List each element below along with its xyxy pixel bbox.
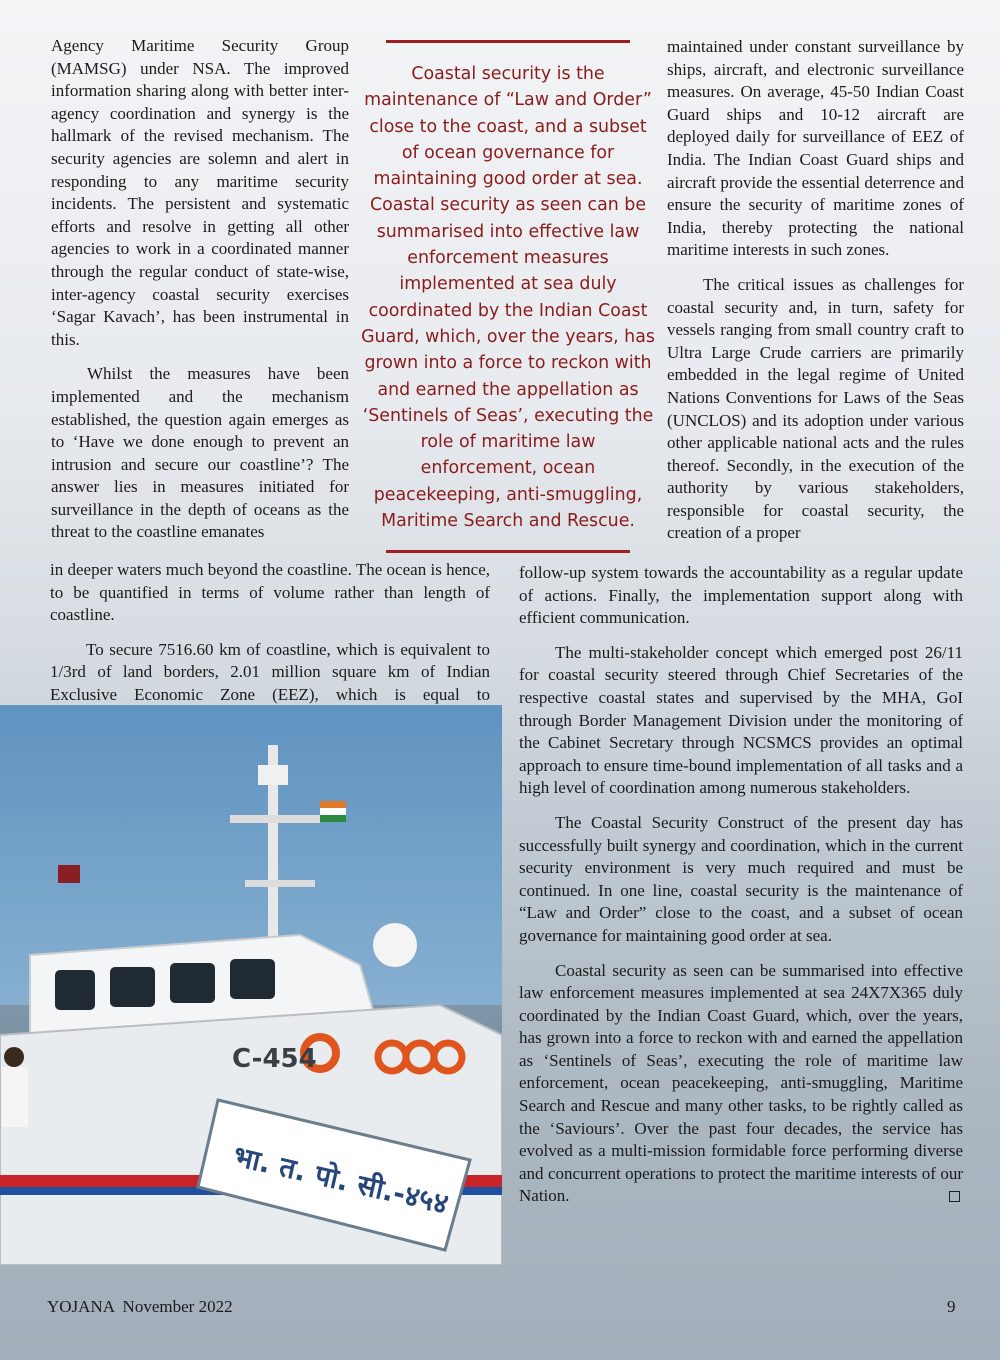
footer-page-number: 9 xyxy=(947,1297,956,1316)
coast-guard-ship-photo xyxy=(0,705,502,1265)
paragraph-text: Coastal security as seen can be summarised into effective law enforcement measures implemented at sea 24X7X365 duly coordinated by the Indian Coast Guard, which, over the years, has grown into a force to reckon with and earned the appellation as ‘Sentinels of Seas’, executing the role of maritime law enforcement, ocean peacekeeping, anti-smuggling, Maritime Search and Rescue and many other tasks, to be rightly called as the ‘Saviours’. Over the past four decades, the service has evolved as a multi-mission formidable force performing diverse and concurrent operations to protect the maritime interests of our Nation. xyxy=(519,960,963,1206)
pull-quote-bottom-rule xyxy=(386,550,630,553)
hull-number-text: C-454 xyxy=(232,1044,317,1074)
paragraph: follow-up system towards the accountability as a regular update of actions. Finally, the implementation support along with efficient communication. xyxy=(519,563,963,628)
paragraph: The Coastal Security Construct of the present day has successfully built synergy and coordination, which in the current security environment is very much required and must be continued. In one line, coastal security is the maintenance of “Law and Order” close to the coast, and a subset of ocean governance for maintaining good order at sea. xyxy=(519,812,963,945)
article-column-right-lower xyxy=(519,562,963,1220)
article-column-left xyxy=(51,35,349,556)
pull-quote xyxy=(360,40,656,553)
paragraph: The critical issues as challenges for coastal security and, in turn, safety for vessels ranging from small country craft to Ultra Large Crude carriers are primarily embedded in the legal regime of United Nations Conventions for Laws of the Seas (UNCLOS) and its adoption under various other applicable national acts and the rules thereof. Secondly, in the execution of the authority by various stakeholders, responsible for coastal security, the creation of a proper xyxy=(667,274,964,543)
paragraph: To secure 7516.60 km of coastline, which is equivalent to 1/3rd of land borders, 2.01 million square km of Indian Exclusive Economic Zone (EEZ), which is equal to xyxy=(50,639,490,704)
paragraph: maintained under constant surveillance by ships, aircraft, and electronic surveillance measures. On average, 45-50 Indian Coast Guard ships and 10-12 aircraft are deployed daily for surveillance of EEZ of India. The Indian Coast Guard ships and aircraft provide the essential deterrence and ensure the security of maritime zones of India, thereby protecting the national maritime interests in such zones. xyxy=(667,37,964,260)
paragraph: in deeper waters much beyond the coastline. The ocean is hence, to be quantified in terms of volume rather than length of coastline. xyxy=(50,560,490,625)
end-of-article-mark xyxy=(949,1191,960,1202)
paragraph: The multi-stakeholder concept which emerged post 26/11 for coastal security steered through Chief Secretaries of the respective coastal states and supervised by the MHA, GoI through Border Management Division under the monitoring of the Cabinet Secretary through NCSMCS provides an optimal approach to ensure time-bound implementation of all tasks and a high level of coordination among numerous stakeholders. xyxy=(519,642,963,798)
pull-quote-text: Coastal security is the maintenance of “Law and Order” close to the coast, and a subset of ocean governance for maintaining good order at sea. Coastal security as seen can be summarised into effective law enforcement measures implemented at sea duly coordinated by the Indian Coast Guard, which, over the years, has grown into a force to reckon with and earned the appellation as ‘Sentinels of Seas’, executing the role of maritime law enforcement, ocean peacekeeping, anti-smuggling, Maritime Search and Rescue. xyxy=(361,64,655,532)
article-column-right xyxy=(667,36,964,557)
paragraph: Whilst the measures have been implemented and the mechanism established, the question again emerges as to ‘Have we done enough to prevent an intrusion and secure our coastline’? The answer lies in measures initiated for surveillance in the depth of oceans as the threat to the coastline emanates xyxy=(51,364,349,542)
footer-publication: YOJANA November 2022 xyxy=(47,1297,233,1316)
paragraph: Agency Maritime Security Group (MAMSG) under NSA. The improved information sharing along with better inter-agency coordination and synergy is the hallmark of the revised mechanism. The security agencies are solemn and alert in responding to any maritime security incidents. The persistent and systematic efforts and resolve in getting all other agencies to work in a coordinated manner through the regular conduct of state-wise, inter-agency coastal security exercises ‘Sagar Kavach’, has been instrumental in this. xyxy=(51,36,349,349)
banner-text: भा. त. पो. सी.-४५४ xyxy=(230,1139,452,1221)
paragraph-final xyxy=(519,960,963,1209)
ship-illustration xyxy=(0,705,502,1265)
